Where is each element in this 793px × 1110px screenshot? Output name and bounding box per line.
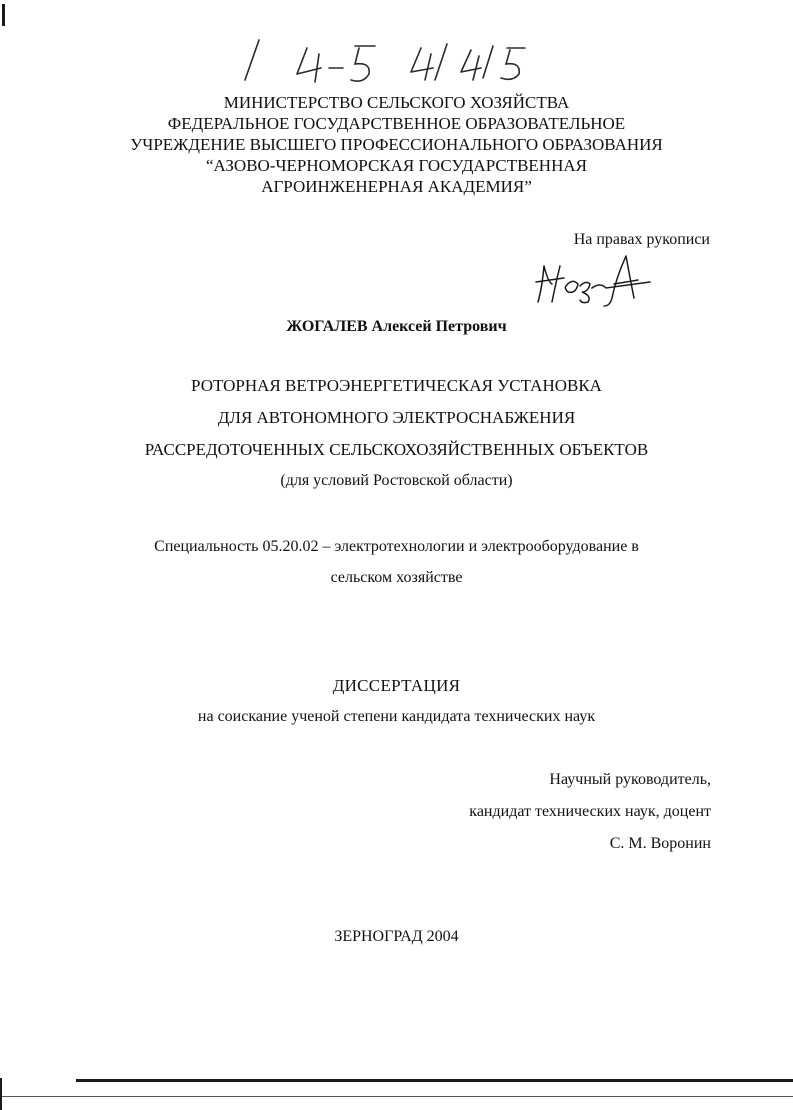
specialty-line-2: сельском хозяйстве xyxy=(330,569,463,586)
archive-number-handwritten xyxy=(225,34,545,90)
institution-line-5: АГРОИНЖЕНЕРНАЯ АКАДЕМИЯ” xyxy=(261,177,532,196)
title-subtitle: (для условий Ростовской области) xyxy=(280,472,513,489)
supervisor-name: С. М. Воронин xyxy=(609,835,711,852)
scan-left-edge xyxy=(0,1078,2,1110)
title-line-1: РОТОРНАЯ ВЕТРОЭНЕРГЕТИЧЕСКАЯ УСТАНОВКА xyxy=(191,376,602,395)
specialty xyxy=(0,537,793,588)
place-year: ЗЕРНОГРАД 2004 xyxy=(334,928,459,945)
author-signature xyxy=(530,252,670,312)
author-name: ЖОГАЛЕВ Алексей Петрович xyxy=(286,318,507,335)
institution-header xyxy=(0,92,793,197)
supervisor-degree: кандидат технических наук, доцент xyxy=(469,803,711,820)
specialty-line-1: Специальность 05.20.02 – электротехнологии и электрооборудование в xyxy=(154,538,639,555)
signature-drawing xyxy=(530,252,670,312)
work-type: ДИССЕРТАЦИЯ xyxy=(332,676,461,695)
rights-note: На правах рукописи xyxy=(573,231,710,248)
degree-statement: на соискание ученой степени кандидата технических наук xyxy=(197,708,596,725)
archive-number-drawing xyxy=(225,34,545,90)
institution-line-3: УЧРЕЖДЕНИЕ ВЫСШЕГО ПРОФЕССИОНАЛЬНОГО ОБРАЗОВАНИЯ xyxy=(130,135,663,154)
institution-line-2: ФЕДЕРАЛЬНОЕ ГОСУДАРСТВЕННОЕ ОБРАЗОВАТЕЛЬНОЕ xyxy=(167,114,626,133)
scan-bottom-border xyxy=(76,1079,793,1082)
supervisor-block xyxy=(469,770,711,854)
supervisor-label: Научный руководитель, xyxy=(549,771,711,788)
institution-line-4: “АЗОВО-ЧЕРНОМОРСКАЯ ГОСУДАРСТВЕННАЯ xyxy=(206,156,587,175)
institution-line-1: МИНИСТЕРСТВО СЕЛЬСКОГО ХОЗЯЙСТВА xyxy=(223,93,570,112)
title-line-2: ДЛЯ АВТОНОМНОГО ЭЛЕКТРОСНАБЖЕНИЯ xyxy=(217,408,576,427)
dissertation-title xyxy=(0,375,793,491)
title-line-3: РАССРЕДОТОЧЕННЫХ СЕЛЬСКОХОЗЯЙСТВЕННЫХ ОБЪЕКТОВ xyxy=(144,440,649,459)
scan-bottom-line xyxy=(0,1096,793,1097)
scan-edge-mark xyxy=(2,4,5,26)
